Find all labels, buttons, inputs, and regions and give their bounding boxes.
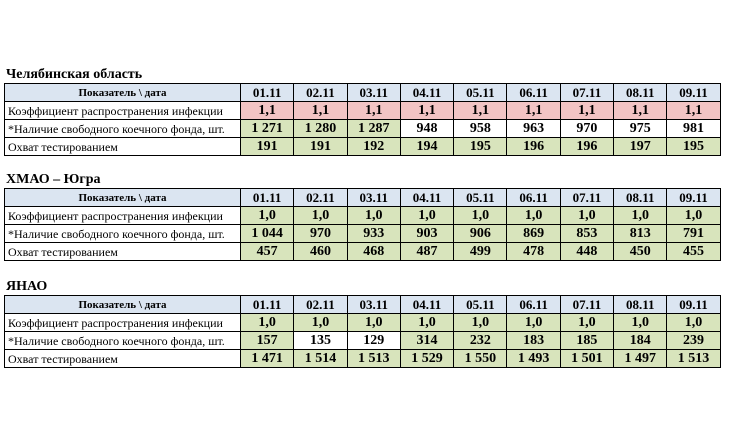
value-cell: 478: [507, 243, 560, 261]
value-cell: 1 529: [400, 350, 453, 368]
header-label: Показатель \ дата: [5, 296, 241, 314]
value-cell: 948: [400, 120, 453, 138]
value-cell: 869: [507, 225, 560, 243]
date-header: 05.11: [454, 189, 507, 207]
value-cell: 1,0: [294, 314, 347, 332]
value-cell: 1,0: [241, 314, 294, 332]
value-cell: 184: [614, 332, 667, 350]
date-header: 05.11: [454, 84, 507, 102]
value-cell: 933: [347, 225, 400, 243]
date-header: 06.11: [507, 84, 560, 102]
value-cell: 791: [667, 225, 720, 243]
value-cell: 1,1: [667, 102, 720, 120]
row-label: Коэффициент распространения инфекции: [5, 102, 241, 120]
header-row: [5, 189, 721, 207]
date-header: 06.11: [507, 189, 560, 207]
date-header: 08.11: [614, 84, 667, 102]
date-header: 05.11: [454, 296, 507, 314]
value-cell: 1,1: [294, 102, 347, 120]
value-cell: 1 271: [241, 120, 294, 138]
value-cell: 1,0: [400, 207, 453, 225]
value-cell: 1 044: [241, 225, 294, 243]
date-header: 01.11: [241, 189, 294, 207]
value-cell: 1,0: [454, 207, 507, 225]
value-cell: 1,1: [507, 102, 560, 120]
value-cell: 1,0: [560, 207, 613, 225]
value-cell: 1 513: [347, 350, 400, 368]
region-title: ХМАО – Югра: [6, 172, 101, 187]
value-cell: 1,1: [614, 102, 667, 120]
value-cell: 1,0: [294, 207, 347, 225]
value-cell: 1,0: [667, 207, 720, 225]
value-cell: 135: [294, 332, 347, 350]
date-header: 04.11: [400, 296, 453, 314]
value-cell: 970: [560, 120, 613, 138]
value-cell: 1,0: [454, 314, 507, 332]
value-cell: 903: [400, 225, 453, 243]
region-table: [4, 188, 721, 261]
value-cell: 468: [347, 243, 400, 261]
row-label: *Наличие свободного коечного фонда, шт.: [5, 225, 241, 243]
row-label: *Наличие свободного коечного фонда, шт.: [5, 120, 241, 138]
value-cell: 194: [400, 138, 453, 156]
date-header: 06.11: [507, 296, 560, 314]
value-cell: 981: [667, 120, 720, 138]
date-header: 02.11: [294, 189, 347, 207]
value-cell: 195: [667, 138, 720, 156]
value-cell: 906: [454, 225, 507, 243]
value-cell: 1,0: [667, 314, 720, 332]
row-label: Охват тестированием: [5, 350, 241, 368]
value-cell: 1,1: [454, 102, 507, 120]
value-cell: 1,1: [347, 102, 400, 120]
value-cell: 1 550: [454, 350, 507, 368]
value-cell: 1,0: [241, 207, 294, 225]
value-cell: 239: [667, 332, 720, 350]
value-cell: 197: [614, 138, 667, 156]
value-cell: 1 513: [667, 350, 720, 368]
value-cell: 183: [507, 332, 560, 350]
value-cell: 958: [454, 120, 507, 138]
value-cell: 1,0: [614, 314, 667, 332]
header-label: Показатель \ дата: [5, 84, 241, 102]
value-cell: 1 493: [507, 350, 560, 368]
value-cell: 195: [454, 138, 507, 156]
region-block-3: [4, 279, 721, 368]
value-cell: 129: [347, 332, 400, 350]
value-cell: 185: [560, 332, 613, 350]
value-cell: 1,0: [507, 207, 560, 225]
date-header: 01.11: [241, 296, 294, 314]
value-cell: 1 471: [241, 350, 294, 368]
value-cell: 1,0: [507, 314, 560, 332]
region-block-1: [4, 67, 721, 156]
value-cell: 450: [614, 243, 667, 261]
value-cell: 1,1: [400, 102, 453, 120]
table-row: [5, 207, 721, 225]
table-row: [5, 102, 721, 120]
date-header: 01.11: [241, 84, 294, 102]
date-header: 02.11: [294, 84, 347, 102]
header-label: Показатель \ дата: [5, 189, 241, 207]
value-cell: 1 514: [294, 350, 347, 368]
row-label: *Наличие свободного коечного фонда, шт.: [5, 332, 241, 350]
value-cell: 1,1: [560, 102, 613, 120]
value-cell: 970: [294, 225, 347, 243]
value-cell: 196: [507, 138, 560, 156]
table-row: [5, 332, 721, 350]
value-cell: 975: [614, 120, 667, 138]
region-table: [4, 295, 721, 368]
region-block-2: [4, 172, 721, 261]
value-cell: 853: [560, 225, 613, 243]
region-title: ЯНАО: [6, 279, 48, 294]
value-cell: 487: [400, 243, 453, 261]
value-cell: 813: [614, 225, 667, 243]
table-row: [5, 138, 721, 156]
date-header: 04.11: [400, 84, 453, 102]
date-header: 07.11: [560, 296, 613, 314]
row-label: Охват тестированием: [5, 138, 241, 156]
date-header: 03.11: [347, 189, 400, 207]
value-cell: 191: [294, 138, 347, 156]
row-label: Охват тестированием: [5, 243, 241, 261]
region-title: Челябинская область: [6, 67, 143, 82]
value-cell: 499: [454, 243, 507, 261]
value-cell: 1,0: [614, 207, 667, 225]
table-row: [5, 350, 721, 368]
date-header: 03.11: [347, 84, 400, 102]
value-cell: 1 280: [294, 120, 347, 138]
value-cell: 1,0: [560, 314, 613, 332]
row-label: Коэффициент распространения инфекции: [5, 314, 241, 332]
date-header: 09.11: [667, 296, 720, 314]
value-cell: 460: [294, 243, 347, 261]
value-cell: 1 287: [347, 120, 400, 138]
value-cell: 457: [241, 243, 294, 261]
value-cell: 963: [507, 120, 560, 138]
value-cell: 191: [241, 138, 294, 156]
table-row: [5, 243, 721, 261]
value-cell: 232: [454, 332, 507, 350]
header-row: [5, 296, 721, 314]
table-row: [5, 225, 721, 243]
value-cell: 1,0: [400, 314, 453, 332]
value-cell: 455: [667, 243, 720, 261]
row-label: Коэффициент распространения инфекции: [5, 207, 241, 225]
value-cell: 314: [400, 332, 453, 350]
value-cell: 448: [560, 243, 613, 261]
date-header: 03.11: [347, 296, 400, 314]
header-row: [5, 84, 721, 102]
date-header: 09.11: [667, 189, 720, 207]
table-row: [5, 120, 721, 138]
value-cell: 196: [560, 138, 613, 156]
value-cell: 157: [241, 332, 294, 350]
date-header: 04.11: [400, 189, 453, 207]
value-cell: 1,0: [347, 207, 400, 225]
table-row: [5, 314, 721, 332]
value-cell: 1 501: [560, 350, 613, 368]
date-header: 07.11: [560, 84, 613, 102]
value-cell: 1,1: [241, 102, 294, 120]
region-table: [4, 83, 721, 156]
date-header: 07.11: [560, 189, 613, 207]
date-header: 02.11: [294, 296, 347, 314]
date-header: 09.11: [667, 84, 720, 102]
value-cell: 1,0: [347, 314, 400, 332]
value-cell: 1 497: [614, 350, 667, 368]
value-cell: 192: [347, 138, 400, 156]
date-header: 08.11: [614, 189, 667, 207]
date-header: 08.11: [614, 296, 667, 314]
